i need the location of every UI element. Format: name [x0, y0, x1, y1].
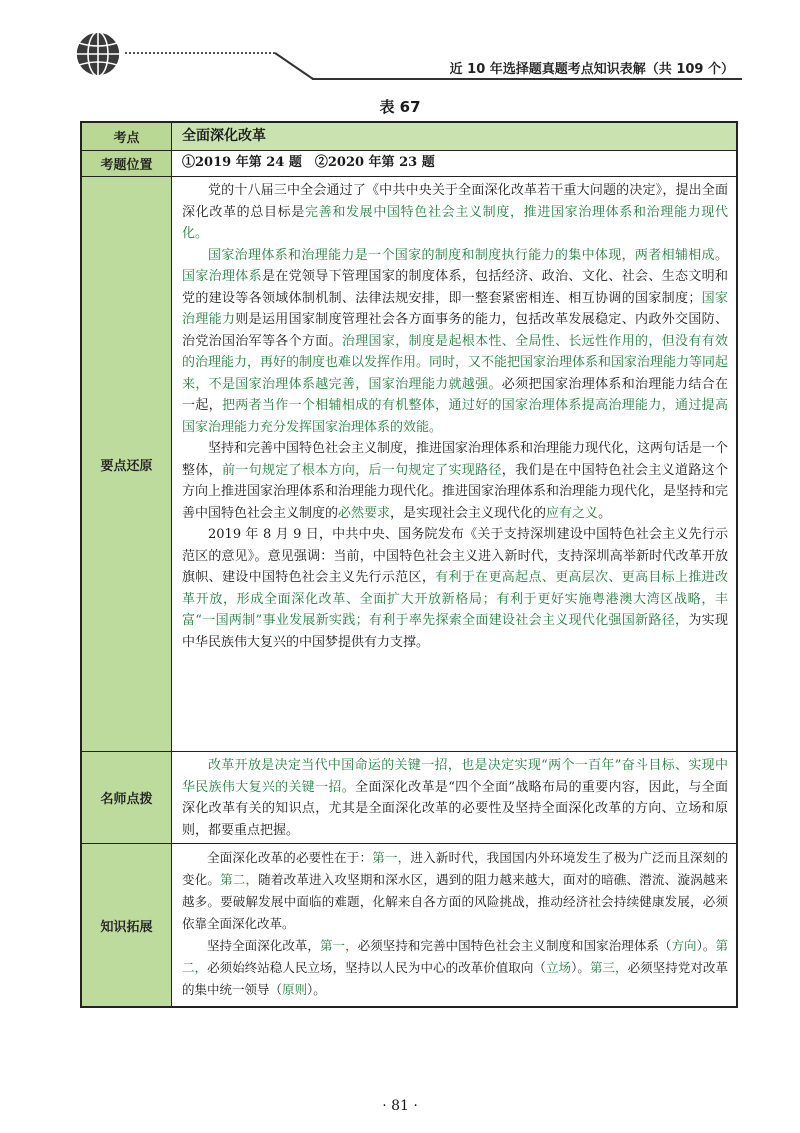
row-position: [82, 150, 736, 176]
position-value: ①2019 年第 24 题 ②2020 年第 23 题: [182, 155, 435, 170]
label-yaodian: 要点还原: [82, 177, 172, 751]
knowledge-table: [80, 121, 738, 1008]
page-header: [0, 0, 800, 90]
highlight-text: 第二，: [182, 938, 728, 975]
body-text: 要破解发展中面临的难题，化解来自各方面的风险挑战，推动经济社会持续健康发展，必须依靠全面深化改革。: [182, 894, 728, 931]
yaodian-paragraph: [182, 524, 728, 653]
body-text: 必须坚持和完善中国特色社会主义制度和国家治理体系（: [357, 938, 672, 953]
highlight-text: 应有之义: [546, 505, 599, 521]
body-text: 。: [598, 505, 612, 521]
highlight-text: 第三，: [589, 960, 628, 975]
label-position: 考题位置: [82, 151, 172, 176]
yaodian-paragraph: [182, 438, 728, 524]
highlight-text: 前一句规定了根本方向，后一句规定了实现路径: [221, 462, 502, 478]
highlight-text: 国家治理体系: [182, 269, 262, 284]
label-mingshi: 名师点拨: [82, 752, 172, 843]
zhishi-paragraph: [182, 847, 728, 935]
label-zhishi: 知识拓展: [82, 844, 172, 1006]
header-dotted-line: [125, 52, 275, 54]
highlight-text: 第一，: [372, 850, 411, 865]
row-yaodian: [82, 176, 736, 751]
body-text: 是在党领导下管理国家的制度体系，包括经济、政治、文化、社会、生态文明和党的建设等各领域体制机制、法律法规安排，即一整套紧密相连、相互协调的国家制度；: [182, 269, 728, 306]
body-text: 为实现中华民族伟大复兴的中国梦提供有力支撑。: [182, 613, 728, 650]
body-text: 必须把国家治理体系和治理能力结合在一起，: [182, 376, 728, 413]
body-text: 2019 年 8 月 9 日，中共中央、国务院发布《关于支持深圳建设中国特色社会主义先行示范区的意见》。意见强调：当前，中国特色社会主义进入新时代，支持深圳高举新时代改革开放旗帜、建设中国特色社会主义先行示范区，: [182, 527, 728, 585]
header-rule-slant: [275, 52, 315, 80]
body-text: 随着改革进入攻坚期和深水区，遇到的阻力越来越大，面对的暗礁、潜流、漩涡越来越多。: [182, 872, 728, 909]
highlight-text: 国家治理能力: [182, 290, 728, 327]
highlight-text: 立场: [545, 960, 572, 975]
body-text: 必须坚持党对改革的集中统一领导（: [182, 960, 728, 997]
highlight-text: 把两者当作一个相辅相成的有机整体，通过好的国家治理体系提高治理能力，通过提高国家治理能力充分发挥国家治理体系的效能。: [182, 398, 728, 435]
highlight-text: 有利于在更高起点、更高层次、更高目标上推进改革开放，形成全面深化改革、全面扩大开放新格局；有利于更好实施粤港澳大湾区战略，丰富“一国两制”事业发展新实践；有利于率先探索全面建设社会主义现代化强国新路径，: [182, 570, 728, 628]
mingshi-paragraph: [182, 755, 728, 841]
highlight-text: 必然要求: [338, 505, 391, 521]
highlight-text: 改革开放是决定当代中国命运的关键一招，也是决定实现“两个一百年”奋斗目标、实现中华民族伟大复兴的关键一招。: [182, 758, 728, 795]
body-text: 坚持和完善中国特色社会主义制度，推进国家治理体系和治理能力现代化，这两句话是一个整体，: [182, 441, 729, 478]
body-text: 全面深化改革的必要性在于：: [207, 850, 373, 865]
body-text: ，是实现社会主义现代化的: [390, 505, 547, 521]
body-text: 坚持全面深化改革，: [207, 938, 320, 953]
zhishi-paragraph: [182, 935, 728, 1001]
header-rule: [312, 78, 742, 80]
row-zhishi: [82, 843, 736, 1006]
table-title: 表 67: [379, 98, 421, 116]
yaodian-paragraph: [182, 180, 728, 245]
body-text: 必须始终站稳人民立场，坚持以人民为中心的改革价值取向（: [207, 960, 546, 975]
row-kaodian: [82, 123, 736, 150]
highlight-text: 第二，: [220, 872, 259, 887]
row-mingshi: [82, 751, 736, 843]
label-kaodian: 考点: [82, 123, 172, 150]
body-text: 党的十八届三中全会通过了《中共中央关于全面深化改革若干重大问题的决定》，提出全面深化改革的总目标是: [182, 183, 728, 220]
body-text: ）。: [696, 938, 716, 953]
highlight-text: 治理国家，制度是起根本性、全局性、长远性作用的，但没有有效的治理能力，再好的制度也难以发挥作用。同时，又不能把国家治理体系和国家治理能力等同起来，不是国家治理体系越完善，国家治理能力就越强。: [182, 333, 729, 392]
highlight-text: 方向: [671, 938, 697, 953]
kaodian-value: 全面深化改革: [172, 123, 736, 150]
yaodian-content: [172, 177, 736, 751]
body-text: 则是运用国家制度管理社会各方面事务的能力，包括改革发展稳定、内政外交国防、治党治国治军等各个方面。: [182, 312, 728, 349]
body-text: 进入新时代，我国国内外环境发生了极为广泛而且深刻的变化。: [182, 850, 728, 887]
body-text: ）。: [571, 960, 590, 975]
highlight-text: 国家治理体系和治理能力是一个国家的制度和制度执行能力的集中体现，两者相辅相成。: [208, 247, 728, 263]
page-number: · 81 ·: [382, 1098, 418, 1114]
yaodian-paragraph: [182, 245, 728, 439]
highlight-text: 原则: [282, 982, 308, 997]
running-header-title: 近 10 年选择题真题考点知识表解（共 109 个）: [449, 62, 734, 77]
highlight-text: 完善和发展中国特色社会主义制度，推进国家治理体系和治理能力现代化。: [182, 204, 728, 241]
globe-icon: [74, 30, 122, 78]
body-text: ，我们是在中国特色社会主义道路这个方向上推进国家治理体系和治理能力现代化。推进国家治理体系和治理能力现代化，是坚持和完善中国特色社会主义制度的: [182, 462, 729, 521]
mingshi-content: [172, 752, 736, 843]
body-text: 全面深化改革是“四个全面”战略布局的重要内容，因此，与全面深化改革有关的知识点，尤其是全面深化改革的必要性及坚持全面深化改革的方向、立场和原则，都要重点把握。: [182, 779, 728, 838]
highlight-text: 第一，: [319, 938, 358, 953]
zhishi-content: [172, 844, 736, 1006]
body-text: ）。: [307, 982, 326, 997]
